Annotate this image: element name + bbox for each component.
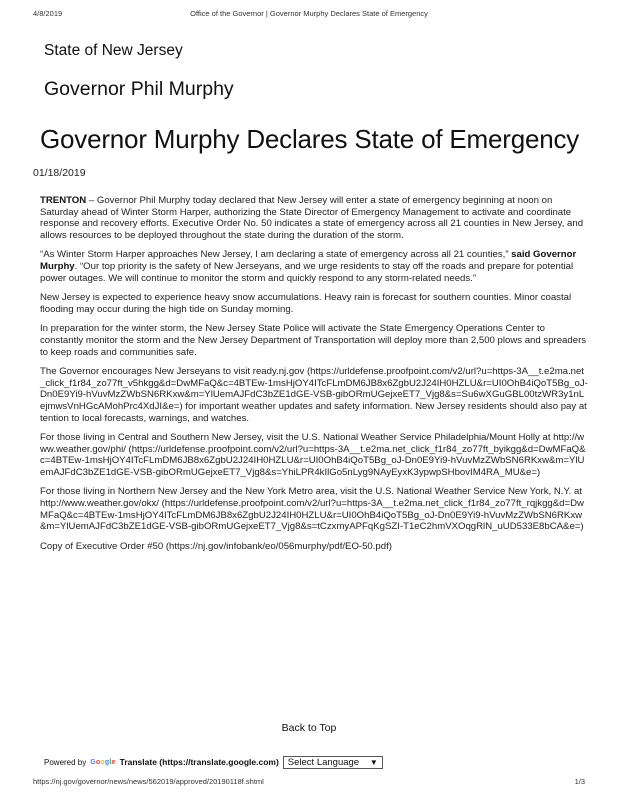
language-select-value: Select Language xyxy=(287,756,360,768)
article-paragraph-3: New Jersey is expected to experience heavy snow accumulations. Heavy rain is forecast for southern counties. Minor coastal flooding may occur during the high tide on Sunday morning. xyxy=(40,292,572,315)
dateline: TRENTON xyxy=(40,195,87,206)
translate-link[interactable]: Translate (https://translate.google.com) xyxy=(119,757,279,767)
article-paragraph-5[interactable]: The Governor encourages New Jerseyans to visit ready.nj.gov (https://urldefense.proofpoint.com/v2/url?u=https-3A__t.e2ma.net_click_f1r84_zo77ft_v5hkgg&d=DwMFaQ&c=4BTEw-1msHjOY4ITcFLmDM6JB8x6ZgbU2J24IH0HZLU&r=UI0OhB4iQoT5Bg_oJ-Dn0E9Yi9-hVuvMzZWbSN6RKxw&m=YlUemAJFdC3bZE1dGE-VSB-gibORmUGejxeET7_Vjg8&s=Su6wXGuGBL00tzWR3y1nLejmwsVnHGcAMohPrc4XdJI&e=) for important weather updates and safety information. New Jersey residents should also pay attention to local forecasts, warnings, and watches. xyxy=(40,366,588,424)
print-header xyxy=(33,9,585,21)
print-page-title: Office of the Governor | Governor Murphy Declares State of Emergency xyxy=(190,9,428,18)
quote-end: . “Our top priority is the safety of New Jerseyans, and we urge residents to stay off the roads and prepare for potential power outages. We will continue to monitor the storm and quickly respond to any storm-related needs.” xyxy=(40,260,574,284)
language-select[interactable] xyxy=(283,756,383,769)
article-paragraph-1 xyxy=(40,195,588,241)
page-title: Governor Murphy Declares State of Emergency xyxy=(40,124,580,154)
article-paragraph-6[interactable]: For those living in Central and Southern New Jersey, visit the U.S. National Weather Service Philadelphia/Mount Holly at http://www.weather.gov/phi/ (https://urldefense.proofpoint.com/v2/url?u=https-3A__t.e2ma.net_click_f1r84_zo77ft_byikgg&d=DwMFaQ&c=4BTEw-1msHjOY4ITcFLmDM6JB8x6ZgbU2J24IH0HZLU&r=UI0OhB4iQoT5Bg_oJ-Dn0E9Yi9-hVuvMzZWbSN6RKxw&m=YlUemAJFdC3bZE1dGE-VSB-gibORmUGejxeET7_Vjg8&s=YhiLPR4kIlGo5nLyg9NAyEyxK3ypwpSHbovIM4RA_MU&e=) xyxy=(40,432,586,478)
executive-order-link[interactable]: Copy of Executive Order #50 (https://nj.gov/infobank/eo/056murphy/pdf/EO-50.pdf) xyxy=(40,540,392,552)
translate-bar xyxy=(44,755,383,769)
google-logo: Google xyxy=(90,758,116,766)
print-page-number: 1/3 xyxy=(574,777,585,786)
article-paragraph-4: In preparation for the winter storm, the New Jersey State Police will activate the State Emergency Operations Center to constantly monitor the storm and the New Jersey Department of Transportation will deploy more than 2,500 plows and spreaders to keep roads and communities safe. xyxy=(40,323,587,358)
chevron-down-icon: ▼ xyxy=(369,757,378,767)
site-state-name[interactable]: State of New Jersey xyxy=(44,42,183,59)
article-paragraph-7[interactable]: For those living in Northern New Jersey and the New York Metro area, visit the U.S. National Weather Service New York, N.Y. at http://www.weather.gov/okx/ (https://urldefense.proofpoint.com/v2/url?u=https-3A__t.e2ma.net_click_f1r84_zo77ft_rqjkgg&d=DwMFaQ&c=4BTEw-1msHjOY4ITcFLmDM6JB8x6ZgbU2J24IH0HZLU&r=UI0OhB4iQoT5Bg_oJ-Dn0E9Yi9-hVuvMzZWbSN6RKxw&m=YlUemAJFdC3bZE1dGE-VSB-gibORmUGejxeET7_Vjg8&s=tCzxmyAPFqKgSZI-T1eC2hmVXOqgRlN_uUD533E8bCA&e=) xyxy=(40,486,584,533)
print-url: https://nj.gov/governor/news/news/562019/approved/20190118f.shtml xyxy=(33,777,264,786)
article-body xyxy=(40,195,588,560)
article-date: 01/18/2019 xyxy=(33,167,86,179)
quote-start: “As Winter Storm Harper approaches New Jersey, I am declaring a state of emergency across all 21 counties,” xyxy=(40,249,509,261)
quote-attribution: said Governor Murphy xyxy=(40,249,577,272)
article-paragraph-2 xyxy=(40,249,588,284)
paragraph-1-text: – Governor Phil Murphy today declared that New Jersey will enter a state of emergency beginning at noon on Saturday ahead of Winter Storm Harper, authorizing the State Director of Emergency Management to activate and coordinate response and recovery efforts. Executive Order No. 50 indicates a state of emergency across all 21 counties in New Jersey, and allows resources to be deployed throughout the state during the duration of the storm. xyxy=(40,195,584,241)
back-to-top-link[interactable]: Back to Top xyxy=(281,722,337,734)
powered-by-label: Powered by xyxy=(44,757,87,767)
print-date: 4/8/2019 xyxy=(33,9,63,18)
site-governor-name[interactable]: Governor Phil Murphy xyxy=(44,78,234,100)
